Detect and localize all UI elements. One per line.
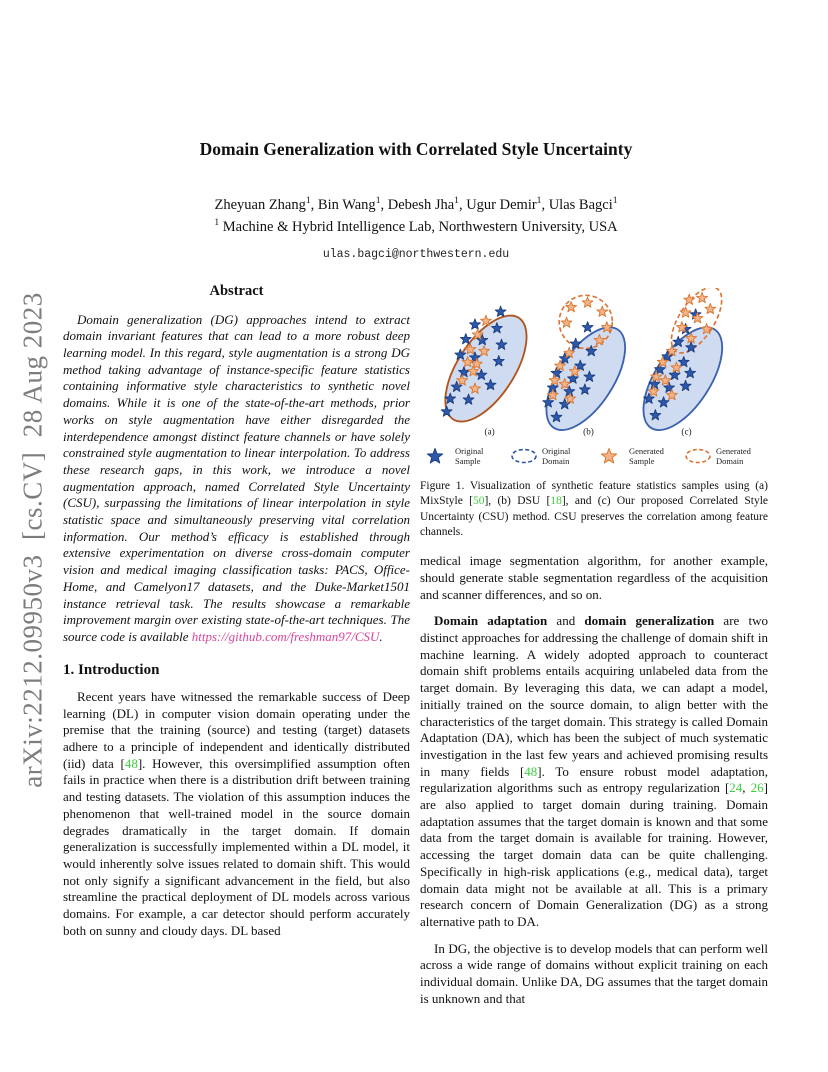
bold-term: domain generalization bbox=[584, 613, 715, 629]
author-email[interactable]: ulas.bagci@northwestern.edu bbox=[322, 247, 510, 261]
github-link[interactable]: https://github.com/freshman97/CSU bbox=[191, 628, 380, 644]
citation-link[interactable]: 48 bbox=[124, 755, 138, 771]
generated-sample-star bbox=[684, 294, 695, 304]
original-sample-star bbox=[495, 306, 506, 316]
abstract-heading: Abstract bbox=[209, 283, 264, 299]
author-sup: 1 bbox=[536, 195, 542, 207]
intro-paragraph: Recent years have witnessed the remarkable success of Deep learning (DL) in computer vision domain operating under the premise that the training (source) and testing (target) datasets adhere to a principle of independent and identically distributed (iid) data [48]. However, this oversimplified assumption often fails in practice when there is a distribution drift between training and testing datasets. The violation of this assumption induces the phenomenon that well-trained model in the source domain degrades dramatically in the target domain. If domain generalization is successfully implemented within a DL model, it would inherently solve issues related to domain shift. This would not only signify a significant advancement in the field, but also streamline the practical deployment of DL models across various domains. For example, a car detector should perform accurately both on sunny and cloudy days. DL based bbox=[63, 688, 410, 938]
figure1-legend bbox=[420, 446, 768, 466]
generated-sample-star bbox=[705, 303, 716, 313]
citation-link[interactable]: 50 bbox=[472, 495, 485, 508]
body-paragraph: medical image segmentation algorithm, for another example, should generate stable segmentation regardless of the acquisition and scanner differences, and so on. bbox=[420, 553, 768, 602]
author-sup: 1 bbox=[454, 195, 459, 207]
arxiv-sidebar-label: arXiv:2212.09950v3 [cs.CV] 28 Aug 2023 bbox=[17, 292, 48, 788]
legend-item-original-sample bbox=[424, 446, 503, 466]
legend-item-generated-domain bbox=[685, 446, 764, 466]
paper-title: Domain Generalization with Correlated Style Uncertainty bbox=[199, 139, 633, 159]
panel-label: (b) bbox=[583, 426, 594, 437]
blue-dashed-ellipse-icon bbox=[511, 447, 537, 465]
generated-sample-star bbox=[597, 306, 608, 316]
body-paragraph: Domain adaptation and domain generalization are two distinct approaches for addressing the challenge of domain shift in machine learning. A widely adopted approach to counteract domain shift problems entails acquiring unlabeled data from the target domain. By leveraging this data, we can adapt a model, initially trained on the source domain, to align better with the characteristics of the target domain. This strategy is called Domain Adaptation (DA), which has been the subject of much systematic investigation in the last few years and achieved promising results in many fields [48]. To ensure robust model adaptation, regularization algorithms such as entropy regularization [24, 26] are also applied to target domain during training. Domain adaptation assumes that the target domain is known and that some data from the target domain is available for training. However, accessing the target domain data can be quite challenging. Specifically in high-risk applications (e.g., medical data), target domain data might not be available at all. This is a primary research concern of Domain Generalization (DG) as a strong alternative path to DA. bbox=[420, 613, 768, 929]
legend-label: Original Domain bbox=[542, 445, 571, 466]
domain-ellipse bbox=[531, 315, 641, 443]
legend-label: Generated Sample bbox=[629, 445, 664, 466]
citation-link[interactable]: 24 bbox=[729, 780, 743, 796]
blue-star-icon bbox=[424, 447, 450, 465]
authors-line: Zheyuan Zhang$^1$, Bin Wang$^1$, Debesh Jha$^1$, Ugur Demir$^1$, Ulas Bagci$^1$ bbox=[214, 195, 618, 213]
abstract-text: Domain generalization (DG) approaches intend to extract domain invariant features that can lead to a more robust deep learning model. In this regard, style augmentation is a strong DG method taking advantage of instance-specific feature statistics containing informative style characteristics to synthetic novel domains. While it is one of the state-of-the-art methods, prior works on style augmentation have either disregarded the interdependence amongst distinct feature channels or have solely constrained style augmentation to linear interpolation. To address these research gaps, in this work, we introduce a novel augmentation approach, named Correlated Style Uncertainty (CSU), surpassing the limitations of linear interpolation in style statistic space and simultaneously preserving vital correlation information. Our method’s efficacy is established through extensive experimentation on diverse cross-domain computer vision and medical imaging classification tasks: PACS, Office-Home, and Camelyon17 datasets, and the Duke-Market1501 instance retrieval task. The results showcase a remarkable improvement margin over existing state-of-the-art techniques. The source code is available https://github.com/freshman97/CSU. bbox=[63, 311, 410, 644]
figure1 bbox=[420, 288, 768, 540]
generated-sample-star bbox=[697, 292, 708, 302]
right-column bbox=[420, 288, 768, 1007]
generated-sample-star bbox=[582, 297, 593, 307]
affiliation-sup: 1 bbox=[214, 217, 220, 229]
generated-sample-star bbox=[561, 317, 572, 327]
legend-item-generated-sample bbox=[598, 446, 677, 466]
generated-sample-star bbox=[680, 307, 691, 317]
orange-dashed-ellipse-icon bbox=[685, 447, 711, 465]
legend-label: Original Sample bbox=[455, 445, 484, 466]
legend-label: Generated Domain bbox=[716, 445, 751, 466]
section-heading-introduction: 1. Introduction bbox=[63, 661, 160, 678]
bold-term: Domain adaptation bbox=[434, 613, 548, 629]
citation-link[interactable]: 26 bbox=[750, 780, 764, 796]
panel-label: (a) bbox=[484, 426, 495, 437]
orange-star-icon bbox=[598, 447, 624, 465]
original-sample-star bbox=[582, 322, 593, 332]
left-column bbox=[63, 282, 410, 940]
body-paragraph: In DG, the objective is to develop models that can perform well across a wide range of domains without explicit training on each individual domain. Unlike DA, DG assumes that the target domain is unknown and that bbox=[420, 940, 768, 1006]
figure1-plot bbox=[420, 288, 768, 444]
legend-item-original-domain bbox=[511, 446, 590, 466]
affiliation-line bbox=[63, 216, 769, 238]
panel-label: (c) bbox=[681, 426, 692, 437]
affiliation-text: Machine & Hybrid Intelligence Lab, Northwestern University, USA bbox=[219, 219, 618, 236]
citation-link[interactable]: 48 bbox=[524, 763, 538, 779]
author-sup: 1 bbox=[375, 195, 381, 207]
citation-link[interactable]: 18 bbox=[550, 495, 562, 508]
original-sample-star bbox=[470, 319, 481, 329]
figure1-caption: Figure 1. Visualization of synthetic feature statistics samples using (a) MixStyle [50], (b) DSU [18], and (c) Our proposed Correlated Style Uncertainty (CSU) method. CSU preserves the correlation among feature channels. bbox=[420, 480, 768, 538]
author-sup: 1 bbox=[612, 195, 618, 207]
author-sup: 1 bbox=[305, 195, 311, 207]
